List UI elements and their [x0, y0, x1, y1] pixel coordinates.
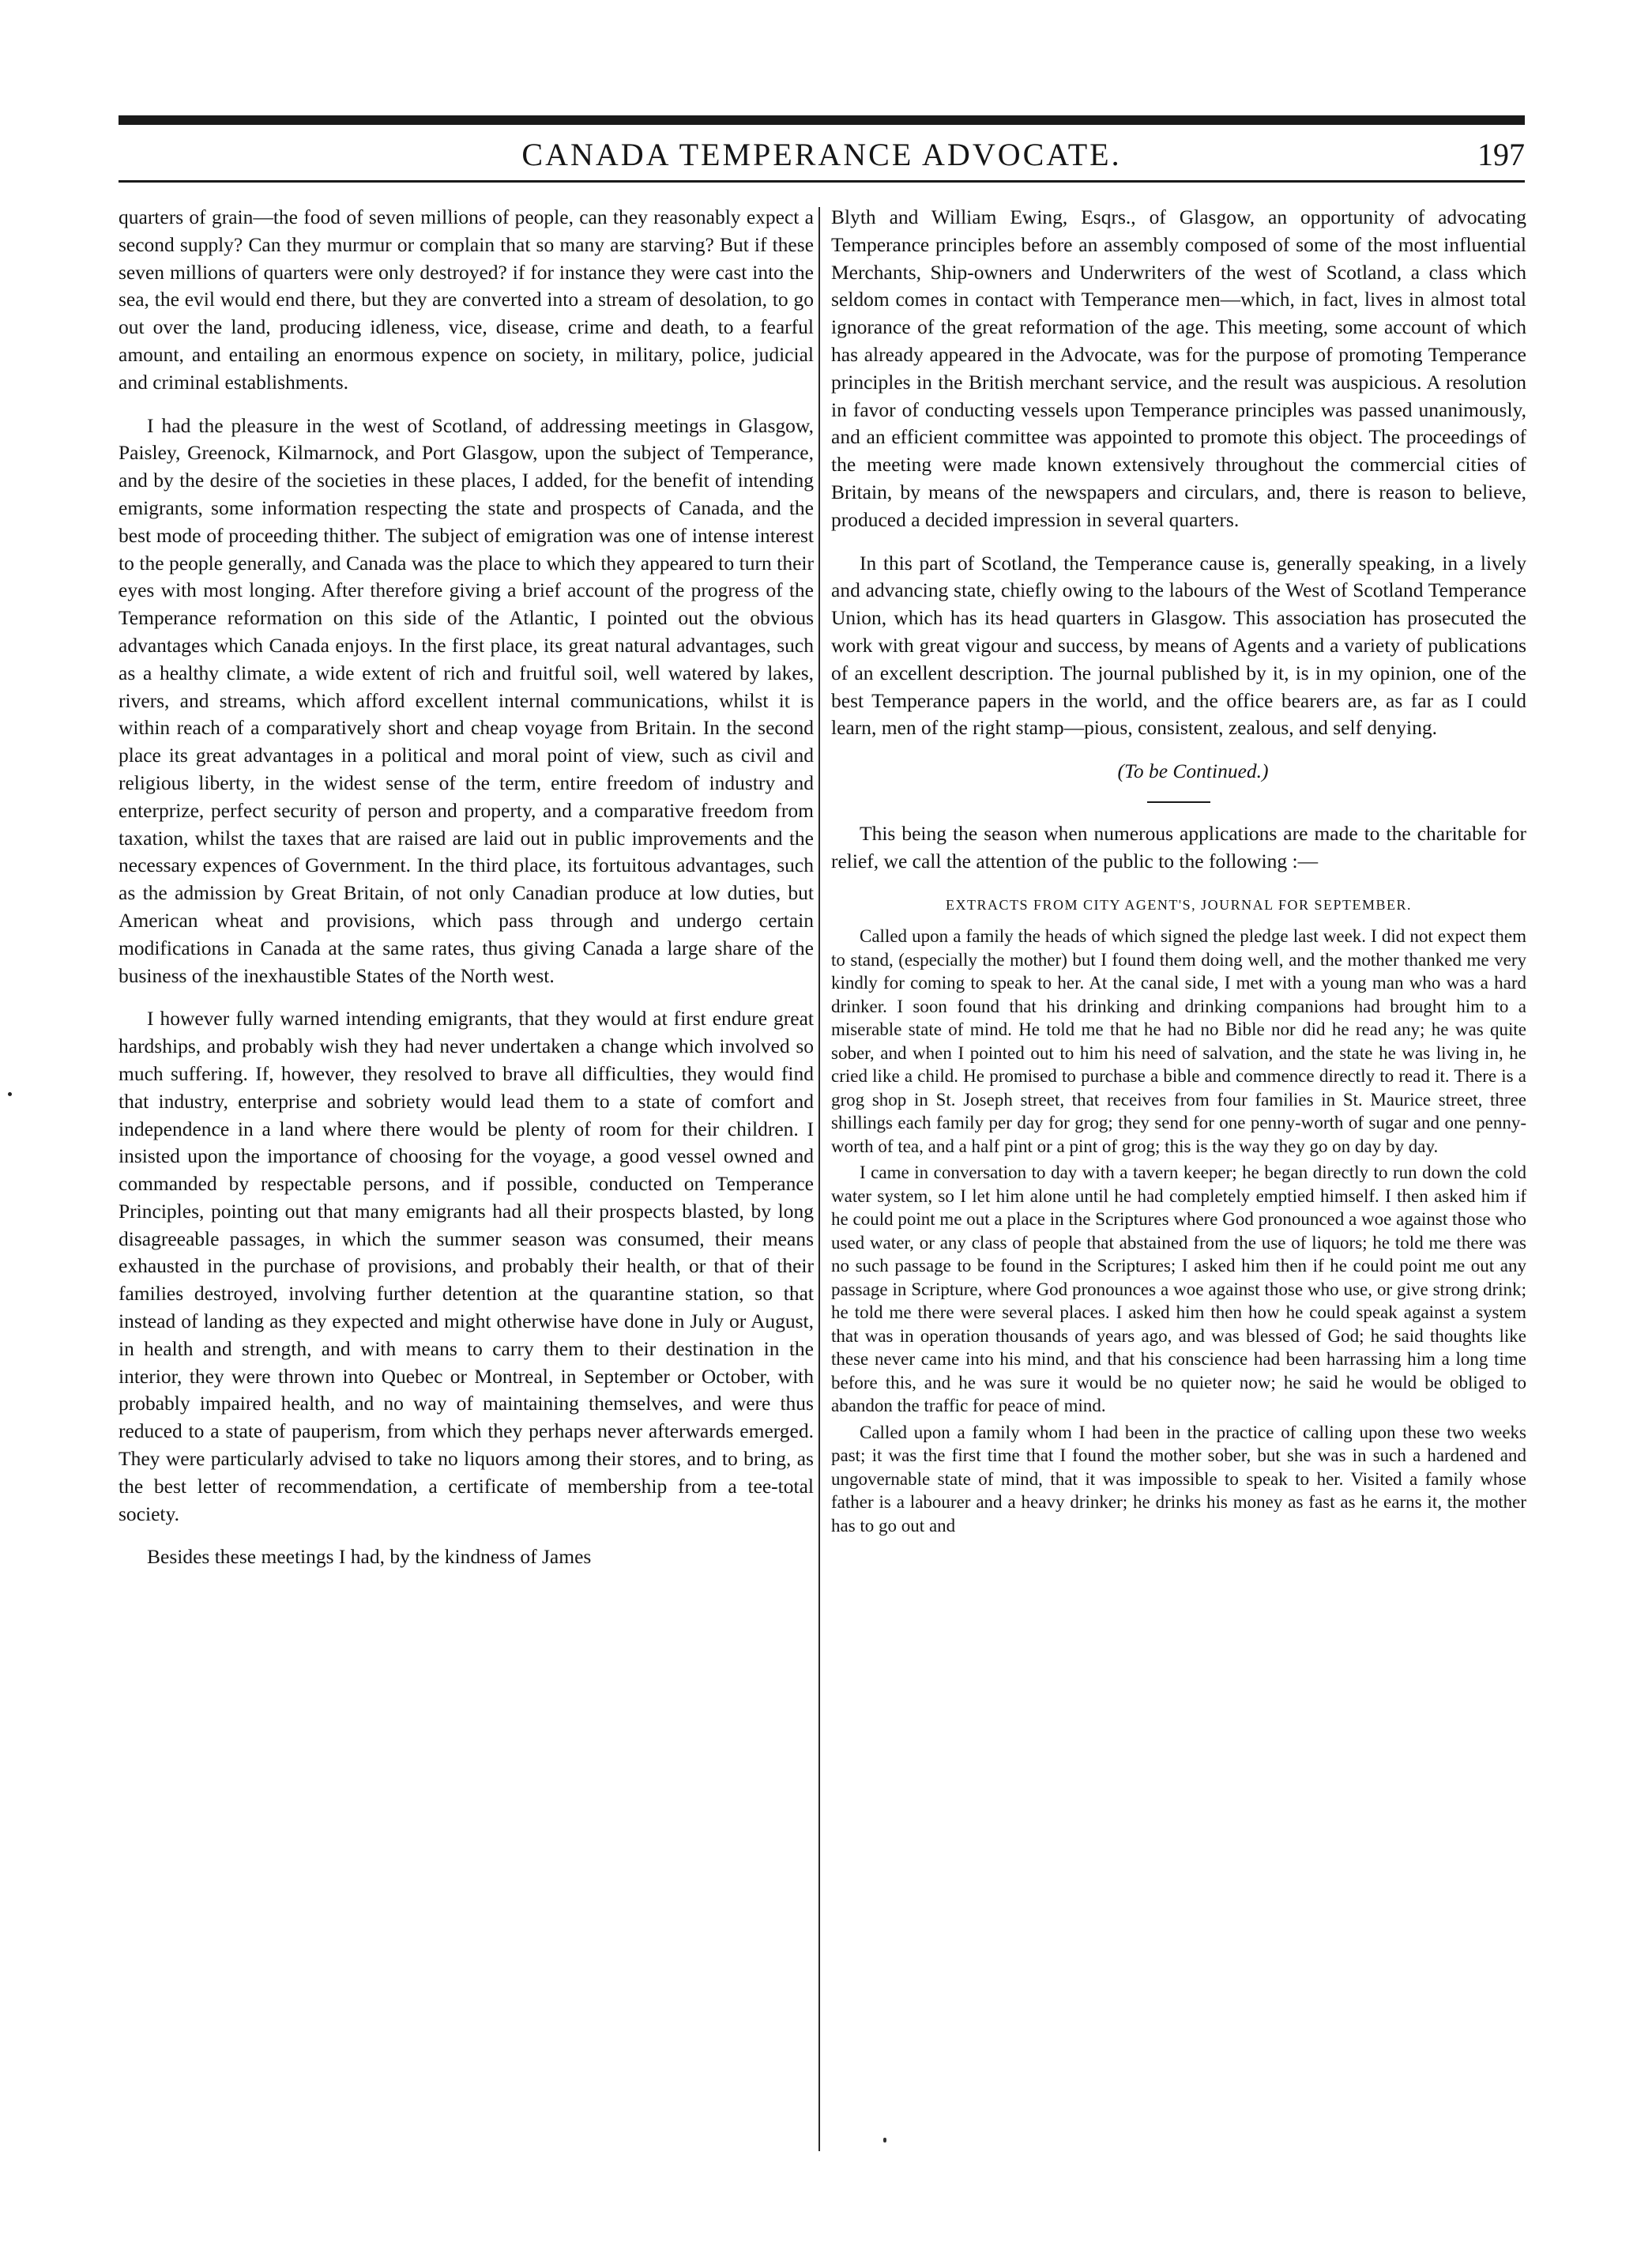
left-paragraph-3: I however fully warned intending emigrants, that they would at first endure great hardships, and probably wish they had never undertaken a change which involved so much suffering. If, however, they resolved to brave all difficulties, they would find that industry, enterprise and sobriety would lead them to a state of comfort and independence in a land where there would be plenty of room for their children. I insisted upon the importance of choosing for the voyage, a good vessel owned and commanded by respectable persons, and if possible, conducted on Temperance Principles, pointing out that many emigrants had all their prospects blasted, by long disagreeable passages, in which the summer season was consumed, their means exhausted in the purchase of provisions, and probably their health, or that of their families destroyed, involving further detention at the quarantine station, so that instead of landing as they expected and might otherwise have done in July or August, in health and strength, and with means to carry them to their destination in the interior, they were thrown into Quebec or Montreal, in September or October, with probably impaired health, and no way of maintaining themselves, and were thus reduced to a state of pauperism, from which they perhaps never afterwards emerged. They were particularly advised to take no liquors among their stores, and to bring, as the best letter of recommendation, a certificate of membership from a tee-total society. [119, 1007, 814, 1525]
extract-paragraph-2: I came in conversation to day with a tavern keeper; he began directly to run down the cold water system, so I let him alone until he had completely emptied himself. I then asked him if he could point me out a place in the Scriptures where God pronounced a woe against those who used water, or any class of people that abstained from the use of liquors; he told me there was no such passage to be found in the Scriptures; I asked him then if he could point me out any passage in Scripture, where God pronounces a woe against those who use, or give strong drink; he told me there were several places. I asked him then how he could speak against a system that was in operation thousands of years ago, and was blessed of God; he said thoughts like these never came into his mind, and that his conscience had been harrassing him a long time before this, and he was sure it would be no quieter now; he said he would be obliged to abandon the traffic for peace of mind. [831, 1163, 1526, 1416]
column-divider [818, 207, 820, 2151]
left-paragraph-1: quarters of grain—the food of seven millions of people, can they reasonably expect a second supply? Can they murmur or complain that so many are starving? But if these seven millions of quarters were only destroyed? if for instance they were cast into the sea, the evil would end there, but they are converted into a stream of desolation, to go out over the land, producing idleness, vice, disease, crime and death, to a fearful amount, and entailing an enormous expence on society, in military, police, judicial and criminal establishments. [119, 205, 814, 394]
extracts-heading: EXTRACTS FROM CITY AGENT'S, JOURNAL FOR SEPTEMBER. [946, 896, 1412, 913]
top-border-rule [119, 115, 1525, 125]
page-number: 197 [1477, 137, 1525, 172]
right-column [831, 204, 1526, 1540]
right-paragraph-3: This being the season when numerous applications are made to the charitable for relief, we call the attention of the public to the following :— [831, 821, 1526, 872]
right-paragraph-1: Blyth and William Ewing, Esqrs., of Glasgow, an opportunity of advocating Temperance principles before an assembly composed of some of the most influential Merchants, Ship-owners and Underwriters of the west of Scotland, a class which seldom comes in contact with Temperance men—which, in fact, lives in almost total ignorance of the great reformation of the age. This meeting, some account of which has already appeared in the Advocate, was for the purpose of promoting Temperance principles in the British merchant service, and the result was auspicious. A resolution in favor of conducting vessels upon Temperance principles was passed unanimously, and an efficient committee was appointed to promote this object. The proceedings of the meeting were made known extensively throughout the commercial cities of Britain, by means of the newspapers and circulars, and, there is reason to believe, produced a decided impression in several quarters. [831, 205, 1526, 531]
extract-paragraph-1: Called upon a family the heads of which signed the pledge last week. I did not expect them to stand, (especially the mother) but I found them doing well, and the mother thanked me very kindly for coming to speak to her. At the canal side, I met with a young man who was a hard drinker. I soon found that his drinking and drinking companions had brought him to a miserable state of mind. He told me that he had no Bible nor did he read any; he was quite sober, and when I pointed out to him his need of salvation, and the state he was living in, he cried like a child. He promised to purchase a bible and commence directly to read it. There is a grog shop in St. Joseph street, that receives from four families in St. Maurice street, three shillings each family per day for grog; they send for one penny-worth of sugar and one penny-worth of tea, and a half pint or a pint of grog; this is the way they go on day by day. [831, 926, 1526, 1156]
running-header [119, 136, 1525, 183]
left-column [119, 204, 814, 1587]
ink-speck [8, 1092, 12, 1096]
publication-title: CANADA TEMPERANCE ADVOCATE. [521, 137, 1122, 172]
left-paragraph-2: I had the pleasure in the west of Scotland, of addressing meetings in Glasgow, Paisley, Greenock, Kilmarnock, and Port Glasgow, upon the subject of Temperance, and by the desire of the societies in these places, I added, for the benefit of intending emigrants, some information respecting the state and prospects of Canada, and the best mode of proceeding thither. The subject of emigration was one of intense interest to the people generally, and Canada was the place to which they appeared to turn their eyes with most longing. After therefore giving a brief account of the progress of the Temperance reformation on this side of the Atlantic, I pointed out the obvious advantages which Canada enjoys. In the first place, its great natural advantages, such as a healthy climate, a wide extent of rich and fruitful soil, well watered by lakes, rivers, and streams, which afford excellent internal communications, whilst it is within reach of a comparatively short and cheap voyage from Britain. In the second place its great advantages in a political and moral point of view, such as civil and religious liberty, in the widest sense of the term, entire freedom of industry and enterprize, perfect security of person and property, and a comparative freedom from taxation, whilst the taxes that are raised are laid out in public improvements and the necessary expences of Government. In the third place, its fortuitous advantages, such as the admission by Great Britain, of not only Canadian produce at low duties, but American wheat and provisions, which pass through and undergo certain modifications in Canada at the same rates, thus giving Canada a large share of the business of the inexhaustible States of the North west. [119, 413, 814, 987]
ink-speck [883, 2138, 886, 2142]
right-paragraph-2: In this part of Scotland, the Temperance cause is, generally speaking, in a lively and advancing state, chiefly owing to the labours of the West of Scotland Temperance Union, which has its head quarters in Glasgow. This association has prosecuted the work with great vigour and success, by means of Agents and a variety of publications of an excellent description. The journal published by it, is in my opinion, one of the best Temperance papers in the world, and the office bearers are, as far as I could learn, men of the right stamp—pious, consistent, zealous, and self denying. [831, 551, 1526, 740]
to-be-continued: (To be Continued.) [1117, 759, 1269, 783]
section-rule [1147, 801, 1210, 803]
journal-extracts [831, 925, 1526, 1537]
header-rule [119, 180, 1525, 183]
left-paragraph-4: Besides these meetings I had, by the kindness of James [147, 1545, 592, 1569]
extract-paragraph-3: Called upon a family whom I had been in the practice of calling upon these two weeks past; it was the first time that I found the mother sober, but she was in such a hardened and ungovernable state of mind, that it was impossible to speak to her. Visited a family whose father is a labourer and a heavy drinker; he drinks his money as fast as he earns it, the mother has to go out and [831, 1422, 1526, 1536]
